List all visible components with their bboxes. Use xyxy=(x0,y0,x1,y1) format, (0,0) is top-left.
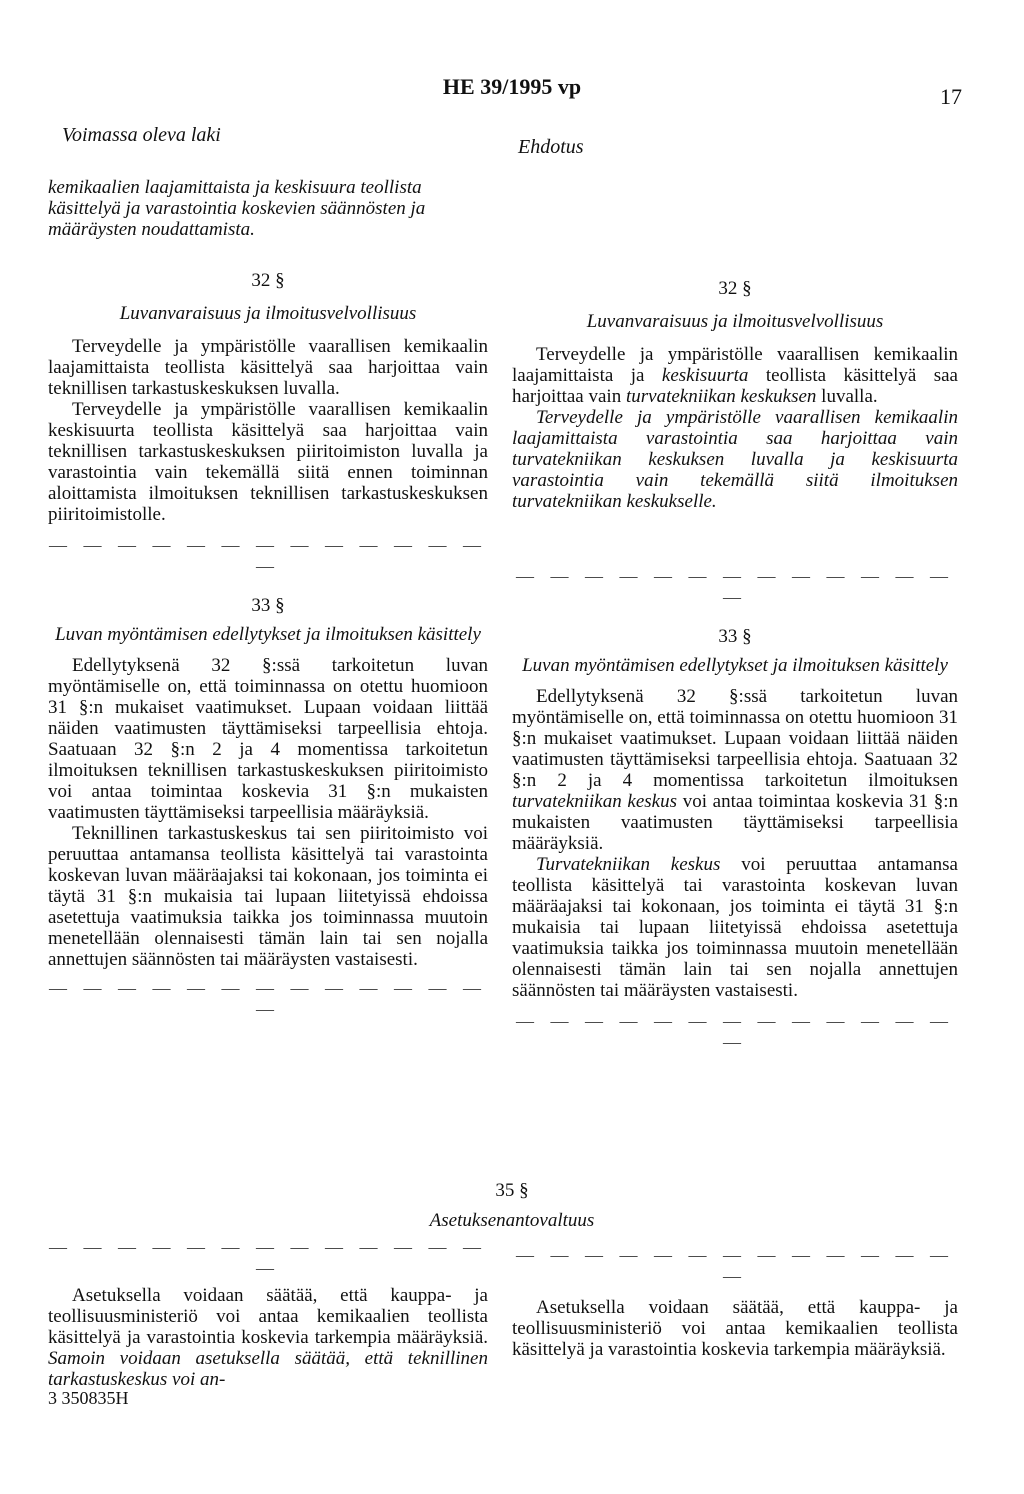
left-column xyxy=(48,177,488,1020)
right-separator-1: — — — — — — — — — — — — — — xyxy=(516,566,954,607)
right-section-35-paragraph-1: Asetuksella voidaan säätää, että kauppa- ja teollisuusministeriö voi antaa kemikaalien teollista käsittelyä ja varastointia koskevia tarkempia määräyksiä. xyxy=(512,1297,958,1360)
section-35-title: Asetuksenantovaltuus xyxy=(429,1210,595,1231)
text-run: teollista käsittelyä saa harjoittaa vain xyxy=(512,365,958,407)
left-section-32-paragraph-1: Terveydelle ja ympäristölle vaarallisen kemikaalin laajamittaista teollista käsittelyä saa harjoittaa vain teknillisen tarkastuskeskuksen luvalla. xyxy=(48,336,488,399)
left-section-33-number: 33 § xyxy=(251,595,285,616)
left-section-32-paragraph-2: Terveydelle ja ympäristölle vaarallisen kemikaalin keskisuurta teollista käsittelyä saa harjoittaa vain teknillisen tarkastuskeskuksen piiritoimiston luvalla ja varastointia vain tekemällä siitä ennen toiminnan aloittamista ilmoituksen teknillisen tarkastuskeskuksen piiritoimistolle. xyxy=(48,399,488,525)
right-section-32-title: Luvanvaraisuus ja ilmoitusvelvollisuus xyxy=(586,311,884,332)
left-separator-2: — — — — — — — — — — — — — — xyxy=(49,978,487,1019)
italic-text-run: turvatekniikan keskus xyxy=(512,791,678,812)
italic-text-run: turvatekniikan keskuksen xyxy=(625,386,817,407)
right-column xyxy=(512,278,958,1053)
left-column-label: Voimassa oleva laki xyxy=(62,124,221,146)
page-number: 17 xyxy=(940,84,962,109)
left-section-32-title: Luvanvaraisuus ja ilmoitusvelvollisuus xyxy=(119,303,417,324)
right-separator-2: — — — — — — — — — — — — — — xyxy=(516,1011,954,1052)
right-section-33-title: Luvan myöntämisen edellytykset ja ilmoituksen käsittely xyxy=(522,655,948,676)
right-section-33-paragraph-2 xyxy=(512,854,958,1001)
left-section-33-paragraph-2: Teknillinen tarkastuskeskus tai sen piiritoimisto voi peruuttaa antamansa teollista käsittelyä tai varastointa koskevan luvan määräajaksi tai kokonaan, jos toiminta ei täytä 31 §:n mukaisia tai lupaan liitetyissä ehdoissa asetettuja vaatimuksia taikka jos toiminnassa muutoin menetellään olennaisesti tämän lain tai sen nojalla annettujen säännösten tai määräysten vastaisesti. xyxy=(48,823,488,970)
left-section-35 xyxy=(48,1237,488,1390)
right-section-32-paragraph-2: Terveydelle ja ympäristölle vaarallisen kemikaalin laajamittaista varastointia saa harjoittaa vain turvatekniikan keskuksen luvalla ja keskisuurta varastointia vain tekemällä siitä ilmoituksen turvatekniikan keskukselle. xyxy=(512,407,958,512)
italic-text-run: Samoin voidaan asetuksella säätää, että teknillinen tarkastuskeskus voi an- xyxy=(48,1348,488,1390)
left-section-35-paragraph-1 xyxy=(48,1285,488,1390)
left-section-33-paragraph-1: Edellytyksenä 32 §:ssä tarkoitetun luvan myöntämiselle on, että toiminnassa on otettu huomioon 31 §:n mukaiset vaatimukset. Lupaan voidaan liittää näiden vaatimusten täyttämiseksi tarpeellisia ehtoja. Saatuaan 32 §:n 2 ja 4 momentissa tarkoitetun ilmoituksen teknillisen tarkastuskeskuksen piiritoimisto voi antaa toimintaa koskevia 31 §:n mukaisten vaatimusten täyttämiseksi tarpeellisia määräyksiä. xyxy=(48,655,488,823)
right-column-label: Ehdotus xyxy=(518,136,584,158)
text-run: voi peruuttaa antamansa teollista käsittelyä tai varastointa koskevan luvan määräajaksi tai kokonaan, jos toiminta ei täytä 31 §:n mukaisia tai lupaan liitetyissä ehdoissa asetettuja vaatimuksia taikka jos toiminnassa muutoin menetellään olennaisesti tämän lain tai sen nojalla annettujen säännösten tai määräysten vastaisesti. xyxy=(512,854,958,1001)
right-section-33-paragraph-1 xyxy=(512,686,958,854)
section-35-number: 35 § xyxy=(495,1180,529,1201)
left-separator-3: — — — — — — — — — — — — — — xyxy=(49,1237,487,1278)
document-code: 3 350835H xyxy=(48,1388,129,1408)
left-separator-1: — — — — — — — — — — — — — — xyxy=(49,535,487,576)
italic-text-run: keskisuurta xyxy=(661,365,749,386)
text-run: Edellytyksenä 32 §:ssä tarkoitetun luvan myöntämiselle on, että toiminnassa on otettu huomioon 31 §:n mukaiset vaatimukset. Lupaan voidaan liittää näiden vaatimusten täyttämiseksi tarpeellisia ehtoja. Saatuaan 32 §:n 2 ja 4 momentissa tarkoitetun ilmoituksen xyxy=(512,686,958,791)
left-section-32-number: 32 § xyxy=(251,270,285,291)
italic-text-run: Turvatekniikan keskus xyxy=(536,854,721,875)
text-run: luvalla. xyxy=(816,386,878,407)
right-section-32-number: 32 § xyxy=(718,278,752,299)
right-section-33-number: 33 § xyxy=(718,626,752,647)
text-run: voi antaa toimintaa koskevia 31 §:n mukaisten vaatimusten täyttämiseksi tarpeellisia määräyksiä. xyxy=(512,791,958,854)
document-header-title: HE 39/1995 vp xyxy=(442,74,582,99)
left-intro-text: kemikaalien laajamittaista ja keskisuura teollista käsittelyä ja varastointia koskevien säännösten ja määräysten noudattamista. xyxy=(48,177,426,240)
right-separator-3: — — — — — — — — — — — — — — xyxy=(516,1245,954,1286)
right-section-32-paragraph-1 xyxy=(512,344,958,407)
right-section-35 xyxy=(512,1245,958,1360)
text-run: Asetuksella voidaan säätää, että kauppa- ja teollisuusministeriö voi antaa kemikaalien teollista käsittelyä ja varastointia koskevia tarkempia määräyksiä. xyxy=(48,1285,488,1348)
left-section-33-title: Luvan myöntämisen edellytykset ja ilmoituksen käsittely xyxy=(55,624,481,645)
text-run: Terveydelle ja ympäristölle vaarallisen kemikaalin laajamittaista ja xyxy=(512,344,958,386)
